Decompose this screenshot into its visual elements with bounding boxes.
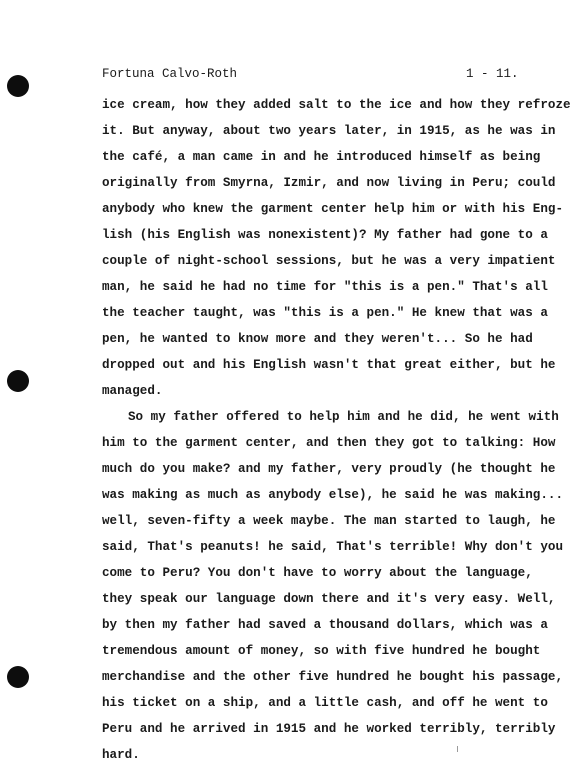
header-title: Fortuna Calvo-Roth xyxy=(102,67,238,81)
text-line: him to the garment center, and then they got to talking: How xyxy=(102,436,556,450)
text-line: was making as much as anybody else), he said he was making... xyxy=(102,488,564,502)
page-number: 1 - 11. xyxy=(466,67,519,81)
text-line: man, he said he had no time for "this is a pen." That's all xyxy=(102,280,548,294)
text-line: pen, he wanted to know more and they weren't... So he had xyxy=(102,332,533,346)
punch-hole-bottom xyxy=(7,666,29,688)
text-line: managed. xyxy=(102,384,163,398)
punch-hole-middle xyxy=(7,370,29,392)
text-line: said, That's peanuts! he said, That's terrible! Why don't you xyxy=(102,540,564,554)
text-line: it. But anyway, about two years later, in 1915, as he was in xyxy=(102,124,556,138)
text-line: lish (his English was nonexistent)? My father had gone to a xyxy=(102,228,548,242)
text-line: his ticket on a ship, and a little cash, and off he went to xyxy=(102,696,548,710)
text-line: So my father offered to help him and he did, he went with xyxy=(128,410,559,424)
text-line: well, seven-fifty a week maybe. The man started to laugh, he xyxy=(102,514,556,528)
text-line: come to Peru? You don't have to worry about the language, xyxy=(102,566,533,580)
text-line: anybody who knew the garment center help him or with his Eng- xyxy=(102,202,564,216)
text-line: much do you make? and my father, very proudly (he thought he xyxy=(102,462,556,476)
text-line: they speak our language down there and it's very easy. Well, xyxy=(102,592,556,606)
text-line: by then my father had saved a thousand dollars, which was a xyxy=(102,618,548,632)
text-line: the café, a man came in and he introduced himself as being xyxy=(102,150,541,164)
text-line: merchandise and the other five hundred he bought his passage, xyxy=(102,670,564,684)
text-line: originally from Smyrna, Izmir, and now living in Peru; could xyxy=(102,176,556,190)
text-line: couple of night-school sessions, but he was a very impatient xyxy=(102,254,556,268)
text-line: hard. xyxy=(102,748,140,762)
punch-hole-top xyxy=(7,75,29,97)
text-line: Peru and he arrived in 1915 and he worked terribly, terribly xyxy=(102,722,556,736)
text-line: the teacher taught, was "this is a pen." He knew that was a xyxy=(102,306,548,320)
text-line: tremendous amount of money, so with five hundred he bought xyxy=(102,644,541,658)
text-line: ice cream, how they added salt to the ice and how they refroze xyxy=(102,98,571,112)
scan-speck xyxy=(457,746,458,752)
text-line: dropped out and his English wasn't that great either, but he xyxy=(102,358,556,372)
